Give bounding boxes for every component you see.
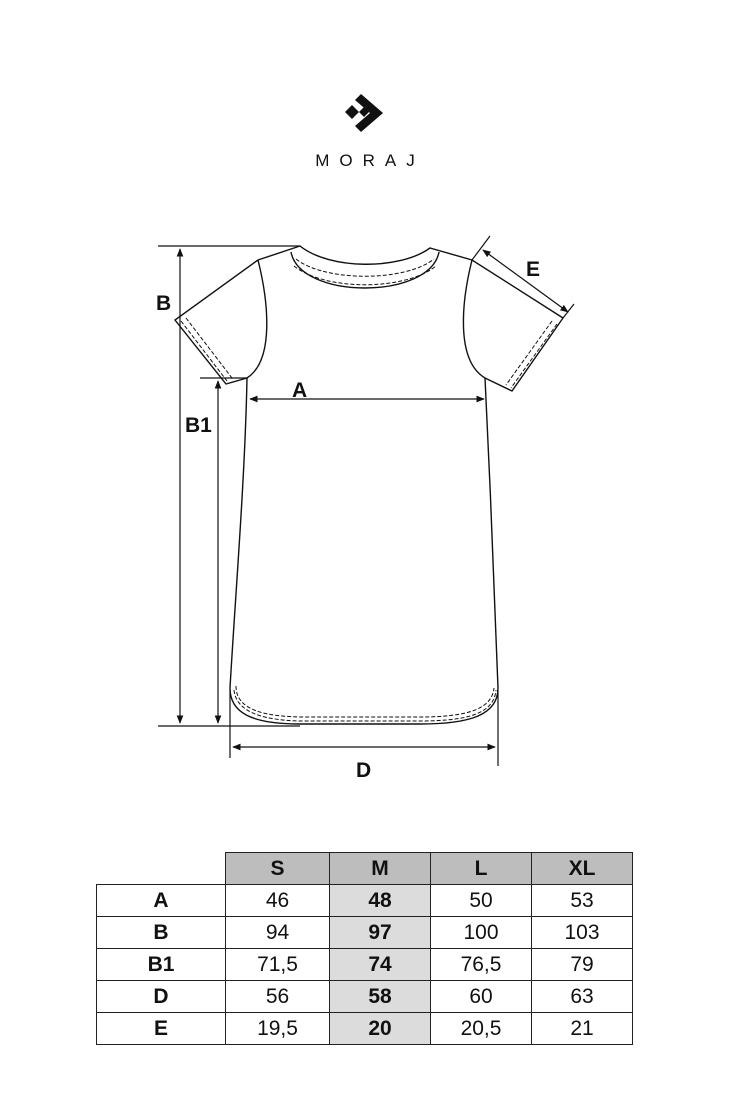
table-row [97, 1013, 633, 1045]
table-cell: 19,5 [226, 1013, 330, 1045]
measurement-line-d [230, 690, 498, 766]
table-row [97, 949, 633, 981]
table-cell: 100 [431, 917, 532, 949]
size-header-s: S [226, 853, 330, 885]
table-row [97, 917, 633, 949]
table-cell: 20,5 [431, 1013, 532, 1045]
table-cell: 71,5 [226, 949, 330, 981]
label-a: A [292, 379, 308, 402]
row-label: B1 [97, 949, 226, 981]
table-corner [97, 853, 226, 885]
table-cell: 94 [226, 917, 330, 949]
measurement-line-b [158, 246, 300, 726]
table-cell-highlighted: 20 [330, 1013, 431, 1045]
label-b: B [156, 292, 172, 315]
table-cell-highlighted: 97 [330, 917, 431, 949]
row-label: D [97, 981, 226, 1013]
table-cell: 46 [226, 885, 330, 917]
brand-name: MORAJ [315, 151, 425, 170]
size-header-l: L [431, 853, 532, 885]
table-cell: 53 [532, 885, 633, 917]
table-cell-highlighted: 74 [330, 949, 431, 981]
table-cell: 21 [532, 1013, 633, 1045]
label-b1: B1 [185, 414, 212, 437]
table-cell-highlighted: 48 [330, 885, 431, 917]
row-label: A [97, 885, 226, 917]
row-label: B [97, 917, 226, 949]
table-cell: 56 [226, 981, 330, 1013]
label-e: E [526, 258, 541, 281]
size-chart-table [96, 852, 633, 1045]
table-row [97, 981, 633, 1013]
table-cell: 60 [431, 981, 532, 1013]
size-header-m: M [330, 853, 431, 885]
table-cell: 50 [431, 885, 532, 917]
table-cell: 63 [532, 981, 633, 1013]
tshirt-stitching [181, 259, 557, 721]
tshirt-outline [175, 246, 563, 724]
measurement-line-e [472, 236, 574, 318]
table-cell: 76,5 [431, 949, 532, 981]
table-header-row [97, 853, 633, 885]
label-d: D [356, 759, 372, 782]
row-label: E [97, 1013, 226, 1045]
table-row [97, 885, 633, 917]
size-header-xl: XL [532, 853, 633, 885]
table-cell: 79 [532, 949, 633, 981]
table-cell-highlighted: 58 [330, 981, 431, 1013]
table-cell: 103 [532, 917, 633, 949]
